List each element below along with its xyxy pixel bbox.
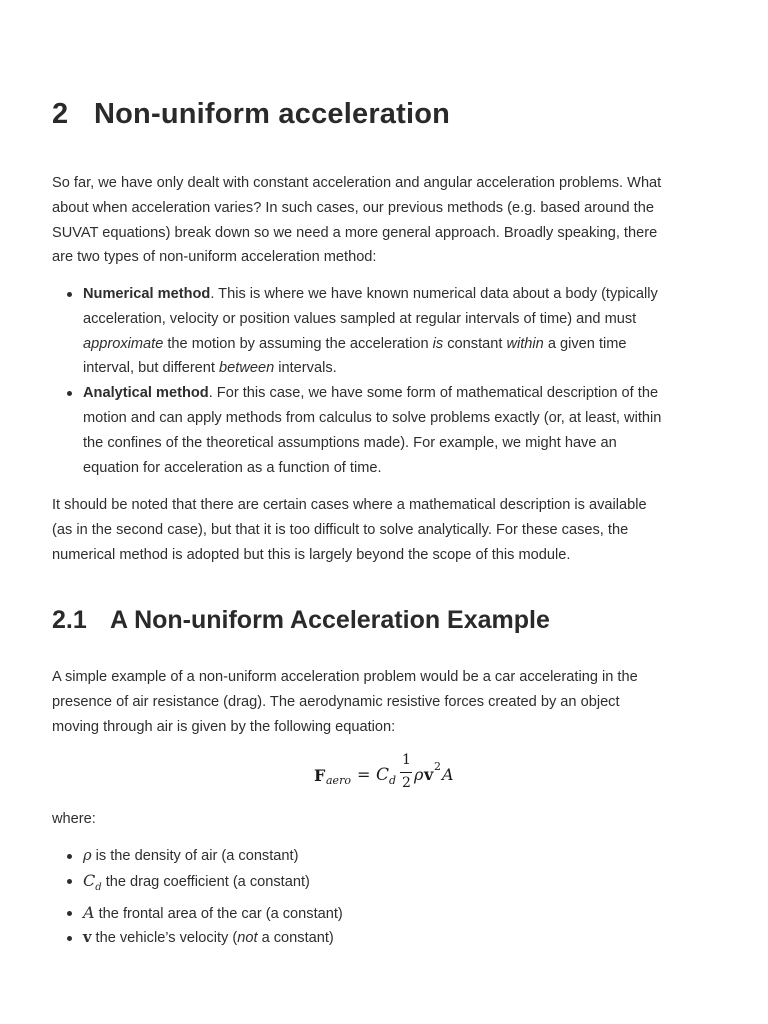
analytical-method-term: Analytical method xyxy=(83,385,209,402)
list-item-analytical-method: Analytical method. For this case, we have some form of mathematical description of the motion and can apply methods from calculus to solve problems exactly (or, at least, within the confines of the theoretical assumptions made). For example, we might have an equation for acceleration as a function of time. xyxy=(52,381,724,480)
section-title: Non-uniform acceleration xyxy=(94,98,451,130)
velocity-symbol: v xyxy=(83,929,92,947)
eq-rho: ρ xyxy=(414,765,424,784)
subsection-number: 2.1 xyxy=(52,606,87,634)
note-paragraph: It should be noted that there are certain cases where a mathematical description is available (as in the second case), but that it is too difficult to solve analytically. For these cases, the numerical method is adopted but this is largely beyond the scope of this module. xyxy=(52,497,647,563)
rho-symbol: ρ xyxy=(83,847,92,864)
eq-fraction-numerator: 1 xyxy=(402,752,411,768)
eq-force-symbol: F xyxy=(314,766,326,785)
eq-c-symbol: C xyxy=(376,765,390,785)
list-item-velocity: v the vehicle’s velocity (not a constant) xyxy=(52,926,724,951)
cd-symbol: C xyxy=(83,870,96,890)
where-label: where: xyxy=(52,811,96,827)
variables-list xyxy=(52,844,724,951)
eq-area: A xyxy=(442,765,454,784)
area-symbol: A xyxy=(83,902,95,922)
cd-subscript: d xyxy=(95,881,102,893)
eq-fraction-bar xyxy=(400,772,412,773)
intro-paragraph: So far, we have only dealt with constant acceleration and angular acceleration problems. What about when acceleration varies? In such cases, our previous methods (e.g. based around the SUVAT equations) break down so we need a more general approach. Broadly speaking, there are two types of non-uniform acceleration method: xyxy=(52,175,662,266)
eq-force-subscript: aero xyxy=(326,774,351,787)
drag-force-equation xyxy=(314,752,464,796)
numerical-method-term: Numerical method xyxy=(83,286,211,302)
list-item-numerical-method: Numerical method. This is where we have known numerical data about a body (typically acceleration, velocity or position values sampled at regular intervals of time) and must approximate the motion by assuming the acceleration is constant within a given time interval, but different between intervals. xyxy=(52,282,724,381)
list-item-drag-coefficient: $C_d$ the drag coefficient (a constant) xyxy=(52,869,724,901)
eq-c-subscript: d xyxy=(389,774,397,787)
subsection-title: A Non-uniform Acceleration Example xyxy=(110,606,550,634)
section-heading xyxy=(52,98,450,131)
list-item-frontal-area: A the frontal area of the car (a constant) xyxy=(52,901,724,927)
eq-velocity-exponent: 2 xyxy=(434,760,441,773)
eq-equals: = xyxy=(357,765,371,784)
eq-fraction-denominator: 2 xyxy=(402,775,411,791)
eq-velocity: v xyxy=(424,765,434,784)
list-item-rho: ρ is the density of air (a constant) xyxy=(52,844,724,869)
subsection-heading xyxy=(52,606,550,635)
example-paragraph: A simple example of a non-uniform acceleration problem would be a car accelerating in the presence of air resistance (drag). The aerodynamic resistive forces created by an object moving through air is given by the following equation: xyxy=(52,669,638,735)
section-number: 2 xyxy=(52,98,69,130)
methods-list xyxy=(52,282,724,480)
